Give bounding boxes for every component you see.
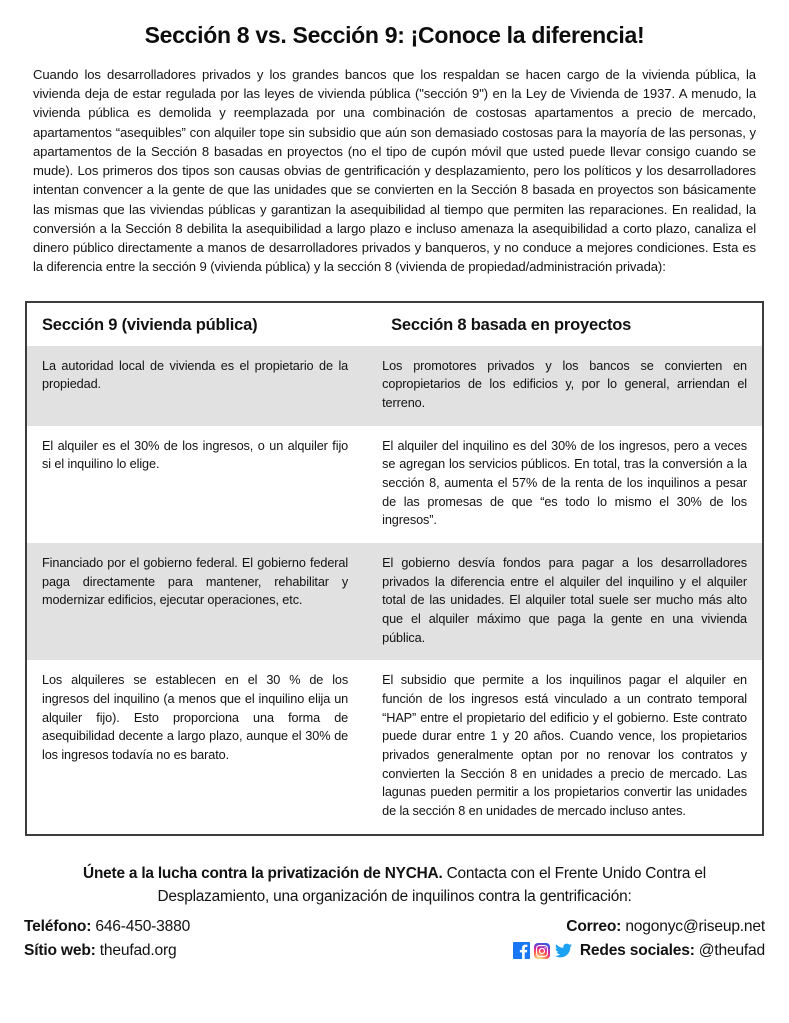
column-header-section9: Sección 9 (vivienda pública) — [42, 315, 258, 334]
contact-left-column — [24, 916, 190, 966]
instagram-icon — [534, 942, 551, 959]
call-to-action — [38, 862, 751, 908]
website-label: Sítio web: — [24, 941, 96, 959]
contact-right-column — [513, 916, 765, 966]
column-header-section8: Sección 8 basada en proyectos — [391, 315, 632, 334]
table-row — [27, 346, 762, 426]
cta-bold-text: Únete a la lucha contra la privatización de NYCHA. — [83, 864, 443, 882]
website-url: theufad.org — [99, 941, 177, 959]
email-line — [513, 918, 765, 936]
email-label: Correo: — [566, 917, 622, 935]
table-cell-section9: La autoridad local de vivienda es el propietario de la propiedad. — [42, 358, 349, 392]
table-row — [27, 543, 762, 660]
social-label: Redes sociales: — [579, 941, 695, 959]
social-handle: @theufad — [698, 941, 765, 959]
cta-regular-text: Contacta con el Frente Unido Contra el Desplazamiento, una organización de inquilinos contra la gentrificación: — [157, 864, 706, 905]
footer — [24, 862, 765, 966]
phone-number: 646-450-3880 — [95, 917, 191, 935]
email-address: nogonyc@riseup.net — [625, 917, 765, 935]
social-media-line — [513, 942, 765, 960]
table-header-row — [27, 303, 762, 346]
phone-label: Teléfono: — [24, 917, 92, 935]
comparison-table — [25, 301, 764, 836]
table-cell-section8: Los promotores privados y los bancos se convierten en copropietarios de los edificios y, por lo general, arriendan el terreno. — [382, 358, 747, 410]
website-line — [24, 942, 190, 960]
table-cell-section8: El alquiler del inquilino es del 30% de los ingresos, pero a veces se agregan los servicios públicos. En total, tras la conversión a la sección 8, aumenta el 57% de la renta de los inquilinos a pesar de las promesas de que “es todo lo mismo el 30% de los ingresos”. — [382, 438, 747, 528]
table-cell-section9: Los alquileres se establecen en el 30 % de los ingresos del inquilino (a menos que el inquilino elija un alquiler fijo). Esto proporciona una forma de asequibilidad decente a largo plazo, aunque el 30% de los ingresos todavía no es barato. — [42, 673, 349, 762]
table-row — [27, 426, 762, 543]
facebook-icon — [513, 942, 530, 959]
page-title: Sección 8 vs. Sección 9: ¡Conoce la diferencia! — [144, 22, 645, 48]
twitter-icon — [555, 942, 572, 959]
phone-line — [24, 918, 190, 936]
intro-paragraph: Cuando los desarrolladores privados y los grandes bancos que los respaldan se hacen cargo de la vivienda pública, la vivienda deja de estar regulada por las leyes de vivienda pública ("sección 9") en la Ley de Vivienda de 1937. A menudo, la vivienda pública es demolida y reemplazada por una combinación de costosas apartamentos a precio de mercado, apartamentos “asequibles” con alquiler tope sin subsidio que aún son demasiado costosas para la mayoría de las personas, y apartamentos de la Sección 8 basadas en proyectos (no el tipo de cupón móvil que usted puede llevar consigo cuando se mude). Los primeros dos tipos son causas obvias de gentrificación y desplazamiento, pero los políticos y los desarrolladores intentan convencer a la gente de que las unidades que se convierten en la Sección 8 basada en proyectos son básicamente las mismas que las viviendas públicas y garantizan la asequibilidad al tiempo que permiten las reparaciones. En realidad, la conversión a la Sección 8 debilita la asequibilidad a largo plazo e incluso amenaza la asequibilidad a corto plazo, canaliza el dinero público directamente a manos de desarrolladores privados y banqueros, y no conduce a mejores condiciones. Esta es la diferencia entre la sección 9 (vivienda pública) y la sección 8 (vivienda de propiedad/administración privada): — [33, 67, 756, 275]
table-cell-section8: El gobierno desvía fondos para pagar a los desarrolladores privados la diferencia entre el alquiler del inquilino y el alquiler total de las unidades. El alquiler total suele ser mucho más alto que el alquiler máximo que paga la gente en una vivienda pública. — [382, 555, 747, 645]
table-cell-section8: El subsidio que permite a los inquilinos pagar el alquiler en función de los ingresos está vinculado a un contrato temporal “HAP” entre el propietario del edificio y el gobierno. Este contrato puede durar entre 1 y 20 años. Cuando vence, los propietarios privados generalmente optan por no renovar los contratos y convierten la Sección 8 en unidades a precio de mercado. Las lagunas pueden permitir a los propietarios convertir las unidades de la sección 8 en unidades de mercado incluso antes. — [382, 673, 747, 819]
contact-block — [24, 916, 765, 966]
table-cell-section9: Financiado por el gobierno federal. El gobierno federal paga directamente para mantener, rehabilitar y modernizar edificios, ejecutar operaciones, etc. — [42, 555, 349, 608]
table-row — [27, 660, 762, 833]
table-cell-section9: El alquiler es el 30% de los ingresos, o un alquiler fijo si el inquilino lo elige. — [42, 438, 349, 472]
